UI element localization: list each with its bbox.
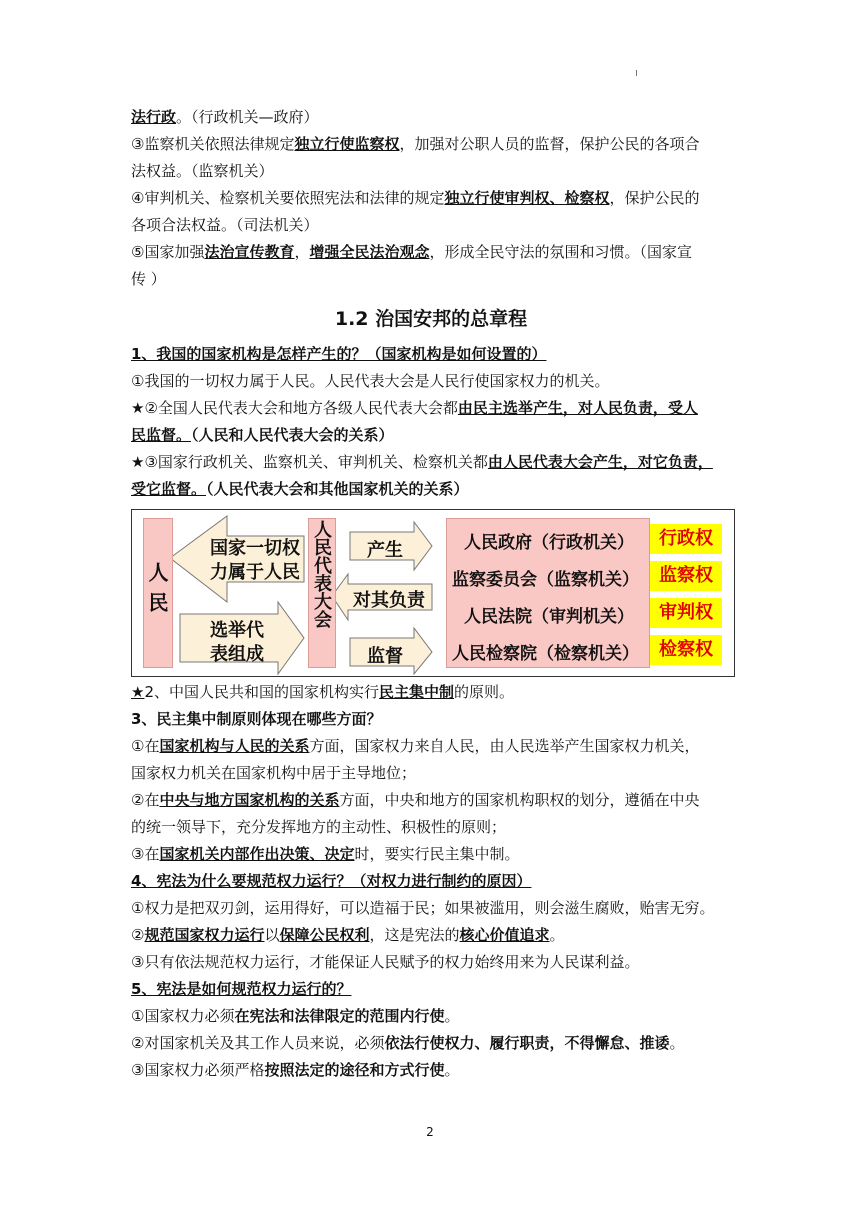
supervise-label: 监督 [367, 646, 403, 667]
text-line [131, 895, 731, 922]
power-tag: 检察权 [650, 635, 722, 665]
text-line [131, 185, 731, 212]
text-line [131, 422, 731, 449]
responsible-label: 对其负责 [353, 590, 425, 611]
text-line [131, 679, 731, 706]
text-line [131, 841, 731, 868]
text-line [131, 341, 731, 368]
text-line [131, 868, 731, 895]
emphasized-text: 独立行使监察权 [294, 135, 400, 153]
emphasized-text: 中央与地方国家机构的关系 [159, 791, 340, 809]
text-line [131, 922, 731, 949]
emphasized-text: 法行政 [131, 108, 177, 126]
emphasized-text: 5、宪法是如何规范权力运行的？ [131, 980, 352, 998]
text-line [131, 104, 731, 131]
emphasized-text: 3、民主集中制原则体现在哪些方面？ [131, 710, 382, 728]
state-organ-diagram [131, 509, 735, 677]
produce-label: 产生 [367, 540, 403, 561]
text-line [131, 1057, 731, 1084]
emphasized-text: 民主集中制 [379, 683, 455, 701]
text-segment: ①在 [131, 737, 160, 755]
text-segment: ②在 [131, 791, 160, 809]
emphasized-text: 依法行使权力、履行职责，不得懈怠、推诿 [384, 1034, 670, 1052]
text-line [131, 368, 731, 395]
emphasized-text: 国家机构与人民的关系 [159, 737, 310, 755]
emphasized-text: 受它监督。 [131, 480, 207, 498]
text-line [131, 1003, 731, 1030]
text-segment: 。（行政机关—政府） [176, 108, 319, 126]
text-line [131, 266, 731, 293]
text-line [131, 476, 731, 503]
text-segment: ， [294, 243, 310, 261]
text-segment: 。 [444, 1061, 460, 1079]
emphasized-text: 1、我国的国家机构是怎样产生的？（国家机构是如何设置的） [131, 345, 547, 363]
organ-name: 人民检察院（检察机关） [452, 644, 639, 664]
page-tick-mark [636, 70, 637, 76]
organ-name: 人民政府（行政机关） [464, 533, 634, 553]
document-content [131, 104, 731, 1084]
text-segment: ①国家权力必须 [131, 1007, 235, 1025]
text-segment: ③只有依法规范权力运行，才能保证人民赋予的权力始终用来为人民谋利益。 [131, 953, 640, 971]
text-segment: 。 [669, 1034, 685, 1052]
text-line [131, 1030, 731, 1057]
organ-name: 监察委员会（监察机关） [452, 570, 639, 590]
text-segment: 的原则。 [454, 683, 515, 701]
emphasized-text: （人民和人民代表大会的关系） [191, 426, 394, 444]
emphasized-text: 规范国家权力运行 [144, 926, 265, 944]
elect-text-line2: 表组成 [210, 644, 264, 665]
emphasized-text: 核心价值追求 [459, 926, 550, 944]
text-line [131, 131, 731, 158]
page-number: 2 [426, 1125, 434, 1139]
emphasized-text: 按照法定的途径和方式行使 [264, 1061, 445, 1079]
text-line [131, 787, 731, 814]
congress-label: 人民代表大会 [311, 520, 332, 628]
power-text-line2: 力属于人民 [210, 562, 300, 583]
text-line [131, 814, 731, 841]
text-line [131, 239, 731, 266]
text-segment: ② [131, 926, 145, 944]
emphasized-text: 独立行使审判权、检察权 [444, 189, 610, 207]
text-segment: ①权力是把双刃剑，运用得好，可以造福于民；如果被滥用，则会滋生腐败，贻害无穷。 [131, 899, 715, 917]
text-segment: ④审判机关、检察机关要依照宪法和法律的规定 [131, 189, 445, 207]
text-line [131, 706, 731, 733]
text-segment: 各项合法权益。（司法机关） [131, 216, 319, 234]
power-text-line1: 国家一切权 [210, 538, 300, 559]
emphasized-text: 4、宪法为什么要规范权力运行？（对权力进行制约的原因） [131, 872, 532, 890]
text-segment: ★②全国人民代表大会和地方各级人民代表大会都 [131, 399, 458, 417]
emphasized-text: （人民代表大会和其他国家机关的关系） [206, 480, 469, 498]
emphasized-text: 法治宣传教育 [204, 243, 295, 261]
emphasized-text: 国家机关内部作出决策、决定 [159, 845, 355, 863]
text-segment: 。 [549, 926, 565, 944]
text-segment: 法权益。（监察机关） [131, 162, 274, 180]
text-segment: 。 [444, 1007, 460, 1025]
text-segment: ②对国家机关及其工作人员来说，必须 [131, 1034, 385, 1052]
power-tag: 审判权 [650, 598, 722, 628]
text-segment: ★③国家行政机关、监察机关、审判机关、检察机关都 [131, 453, 488, 471]
emphasized-text: 民监督。 [131, 426, 192, 444]
emphasized-text: 由民主选举产生，对人民负责，受人 [457, 399, 698, 417]
text-segment: 方面，中央和地方的国家机构职权的划分，遵循在中央 [339, 791, 700, 809]
paragraph-block-bottom [131, 679, 731, 1084]
text-segment: ③在 [131, 845, 160, 863]
text-line [131, 158, 731, 185]
emphasized-text: 保障公民权利 [279, 926, 370, 944]
section-title: 1.2 治国安邦的总章程 [334, 308, 528, 330]
text-segment: 以 [264, 926, 280, 944]
text-segment: 传 ） [131, 270, 166, 288]
paragraph-block-top [131, 104, 731, 293]
text-segment: 方面，国家权力来自人民，由人民选举产生国家权力机关， [309, 737, 700, 755]
text-segment: ，形成全民守法的氛围和习惯。（国家宣 [429, 243, 693, 261]
text-segment: ③监察机关依照法律规定 [131, 135, 295, 153]
text-segment: ⑤国家加强 [131, 243, 205, 261]
power-tag: 监察权 [650, 561, 722, 591]
emphasized-text: ★ [131, 683, 145, 701]
organ-name: 人民法院（审判机关） [464, 607, 634, 627]
text-line [131, 976, 731, 1003]
text-segment: 国家权力机关在国家机构中居于主导地位； [131, 764, 417, 782]
text-segment: ，保护公民的 [609, 189, 700, 207]
text-segment: ①我国的一切权力属于人民。人民代表大会是人民行使国家权力的机关。 [131, 372, 610, 390]
text-line [131, 760, 731, 787]
text-segment: 2、中国人民共和国的国家机构实行 [144, 683, 379, 701]
text-segment: ，这是宪法的 [369, 926, 460, 944]
text-segment: 的统一领导下，充分发挥地方的主动性、积极性的原则； [131, 818, 507, 836]
text-line [131, 733, 731, 760]
paragraph-block-mid [131, 341, 731, 503]
text-line [131, 395, 731, 422]
elect-text-line1: 选举代 [210, 620, 264, 641]
people-label: 人民 [145, 562, 169, 622]
emphasized-text: 增强全民法治观念 [309, 243, 430, 261]
emphasized-text: 在宪法和法律限定的范围内行使 [234, 1007, 445, 1025]
power-tag: 行政权 [650, 524, 722, 554]
emphasized-text: 由人民代表大会产生，对它负责， [487, 453, 713, 471]
text-segment: 时，要实行民主集中制。 [354, 845, 520, 863]
text-line [131, 949, 731, 976]
text-line [131, 449, 731, 476]
text-segment: ，加强对公职人员的监督，保护公民的各项合 [399, 135, 700, 153]
text-segment: ③国家权力必须严格 [131, 1061, 265, 1079]
text-line [131, 212, 731, 239]
